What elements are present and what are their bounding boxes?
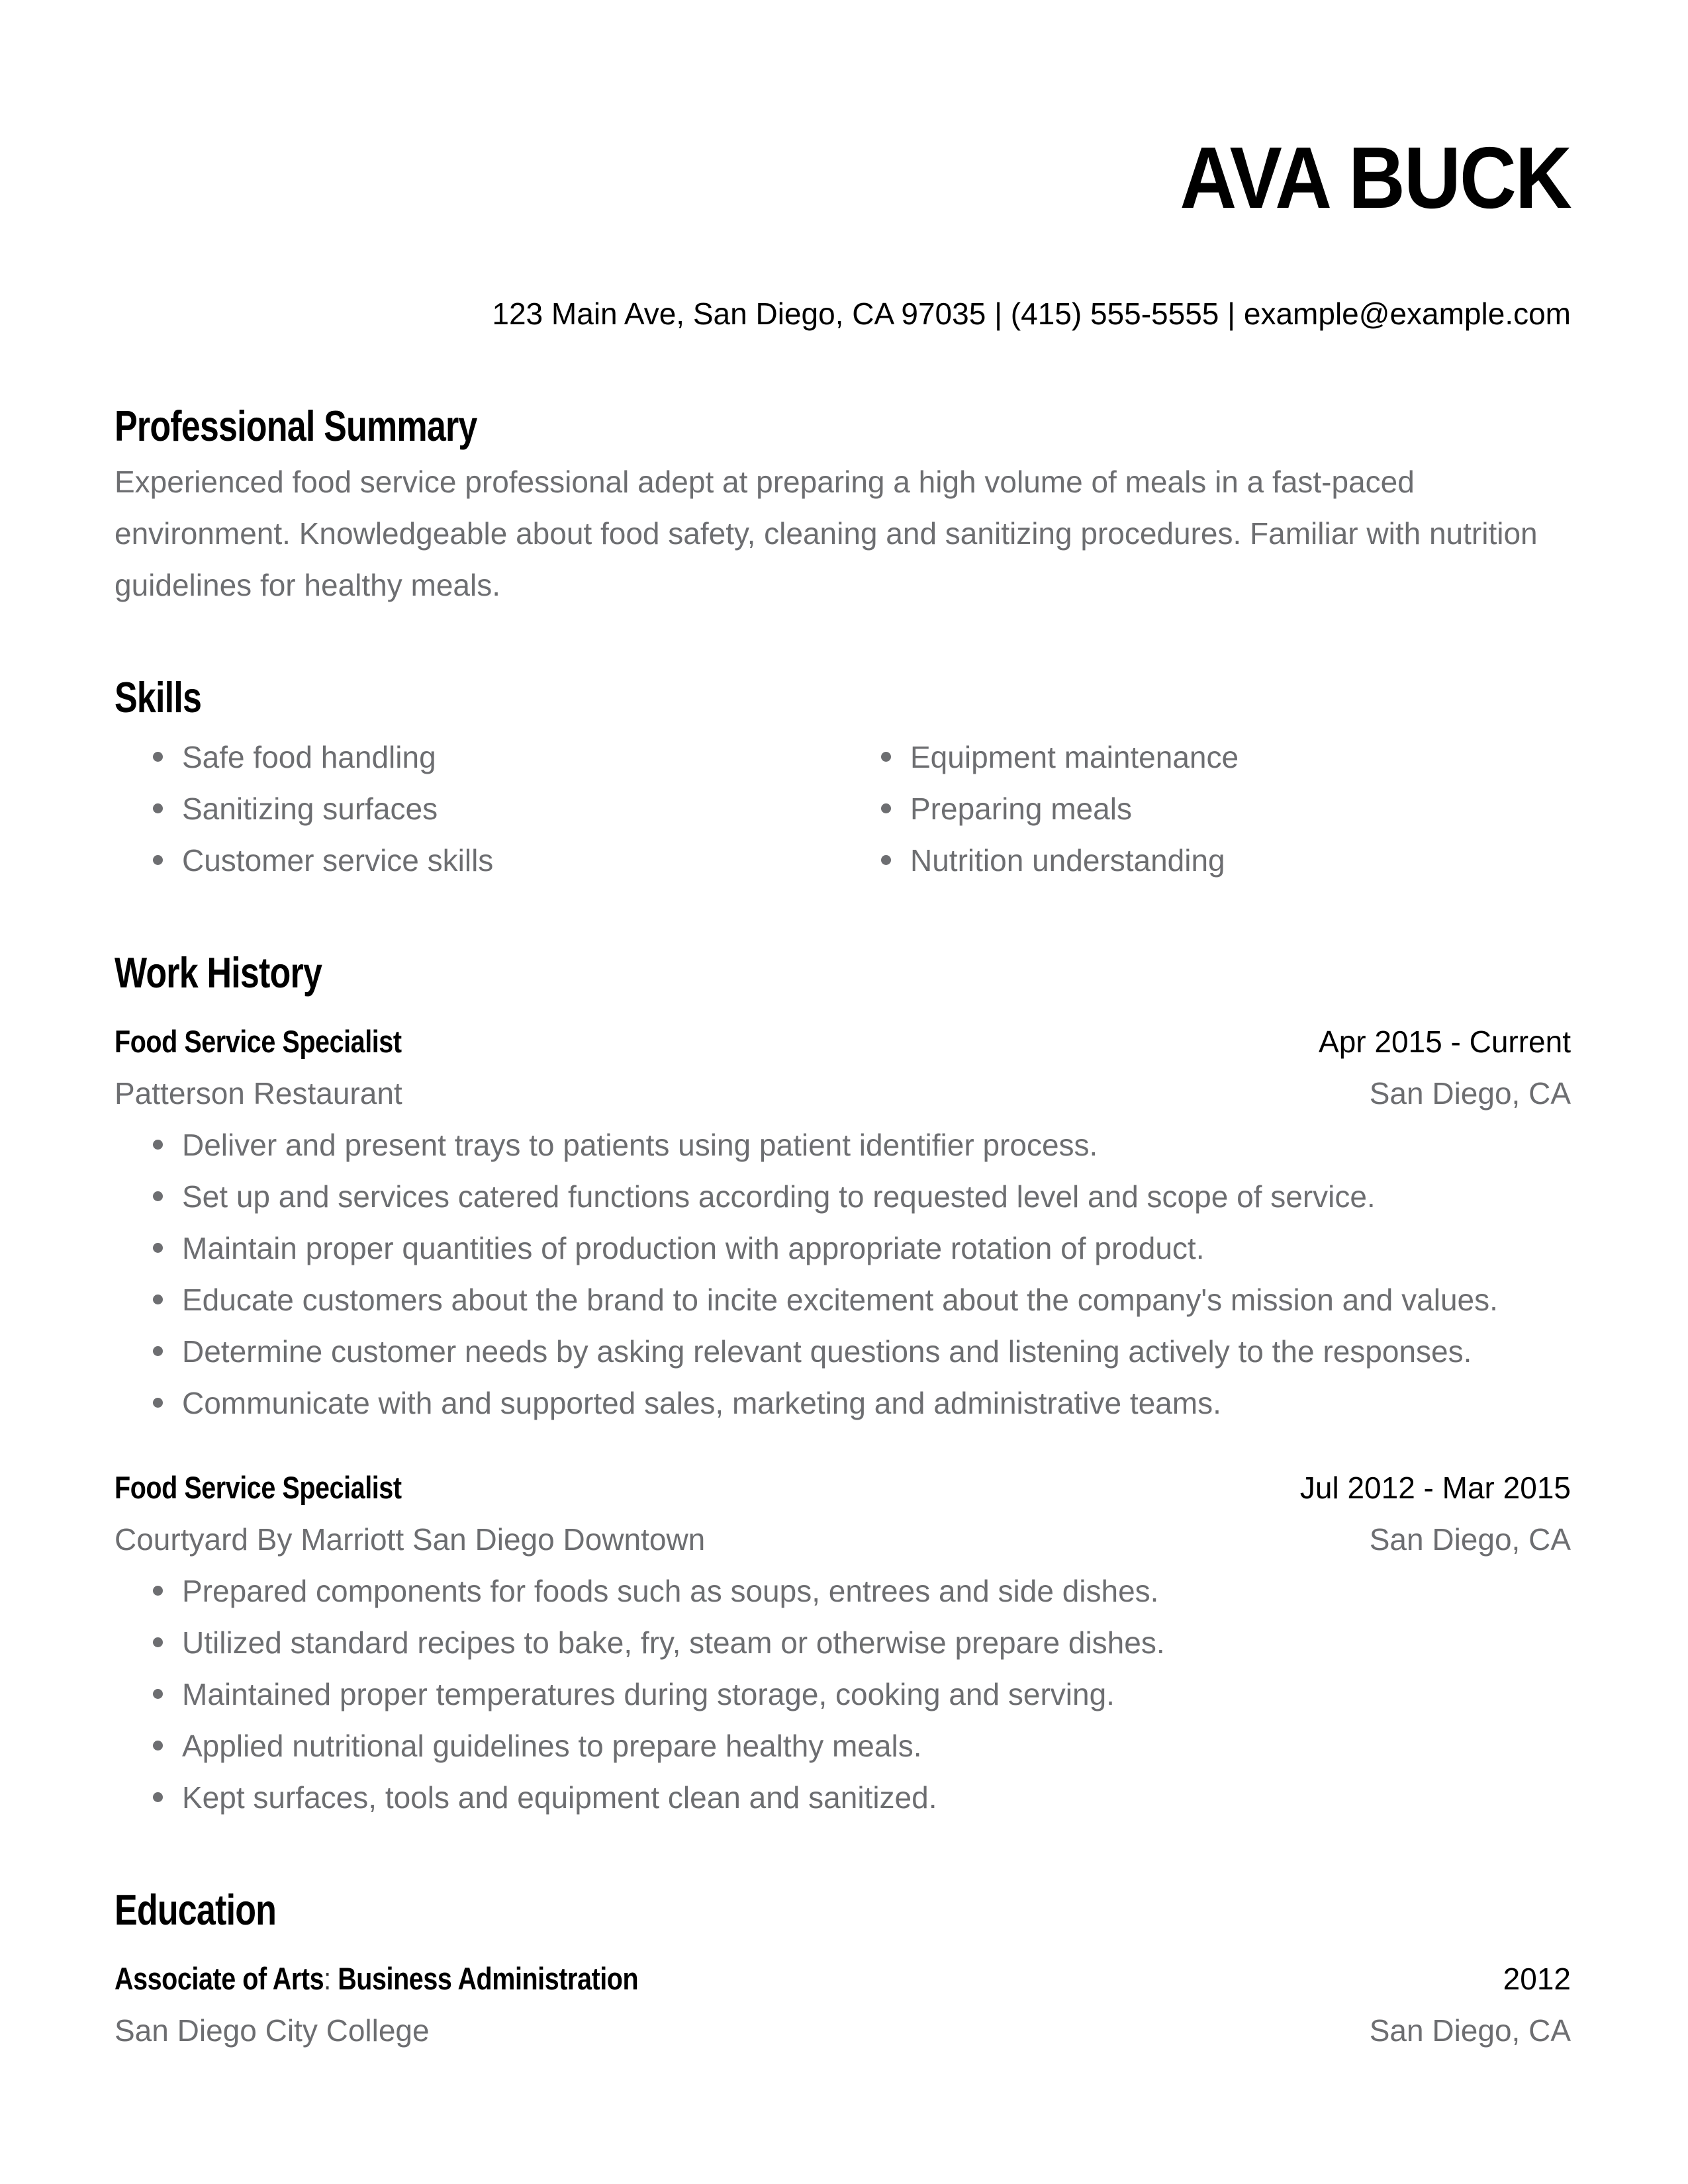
bullet-dot-icon (881, 752, 891, 762)
job-entry (115, 1462, 1571, 1823)
job-employer-row (115, 1514, 1571, 1565)
bullet-dot-icon (153, 1586, 163, 1596)
job-bullet-text: Maintained proper temperatures during storage, cooking and serving. (182, 1676, 1115, 1711)
bullet-dot-icon (153, 1792, 163, 1802)
bullet-dot-icon (153, 1243, 163, 1253)
skill-item (843, 783, 1571, 835)
summary-text: Experienced food service professional adept at preparing a high volume of meals in a fast-paced environment. Knowledgeable about food safety, cleaning and sanitizing procedures. Familiar with nutrition guidelines for healthy meals. (115, 464, 1538, 602)
job-bullet-list (115, 1565, 1571, 1823)
skills-grid (115, 731, 1571, 886)
job-bullet (115, 1617, 1571, 1668)
skill-item (115, 731, 843, 783)
bullet-dot-icon (153, 752, 163, 762)
job-bullet-text: Communicate with and supported sales, marketing and administrative teams. (182, 1385, 1221, 1420)
job-bullet (115, 1119, 1571, 1171)
skill-item (843, 835, 1571, 886)
skill-label: Customer service skills (182, 842, 494, 878)
skill-label: Equipment maintenance (910, 739, 1239, 774)
job-bullet (115, 1326, 1571, 1377)
graduation-year: 2012 (1503, 1961, 1571, 1996)
skill-item (843, 731, 1571, 783)
skill-label: Nutrition understanding (910, 842, 1225, 878)
degree: Associate of Arts (115, 1960, 324, 1996)
job-bullet (115, 1222, 1571, 1274)
skill-label: Sanitizing surfaces (182, 791, 438, 826)
bullet-dot-icon (153, 1346, 163, 1356)
heading-professional-summary: Professional Summary (115, 401, 477, 450)
job-employer-row (115, 1068, 1571, 1119)
heading-skills: Skills (115, 672, 202, 721)
job-employer: Courtyard By Marriott San Diego Downtown (115, 1522, 706, 1557)
job-bullet-text: Deliver and present trays to patients using patient identifier process. (182, 1127, 1098, 1162)
job-entry (115, 1016, 1571, 1429)
education-school-row (115, 2005, 1571, 2056)
degree-field: Business Administration (338, 1960, 639, 1996)
bullet-dot-icon (153, 855, 163, 865)
job-bullet-text: Maintain proper quantities of production with appropriate rotation of product. (182, 1230, 1205, 1265)
bullet-dot-icon (153, 1191, 163, 1201)
bullet-dot-icon (881, 855, 891, 865)
bullet-dot-icon (153, 1689, 163, 1699)
job-bullet-list (115, 1119, 1571, 1429)
school-name: San Diego City College (115, 2013, 430, 2048)
skill-item (115, 783, 843, 835)
skill-label: Preparing meals (910, 791, 1132, 826)
heading-education: Education (115, 1885, 277, 1934)
job-bullet (115, 1772, 1571, 1823)
bullet-dot-icon (153, 1398, 163, 1408)
person-name: AVA BUCK (1180, 129, 1571, 226)
heading-work-history: Work History (115, 948, 322, 997)
job-bullet (115, 1377, 1571, 1429)
job-bullet-text: Applied nutritional guidelines to prepare healthy meals. (182, 1728, 922, 1763)
job-bullet-text: Set up and services catered functions according to requested level and scope of service. (182, 1179, 1376, 1214)
school-location: San Diego, CA (1369, 2013, 1571, 2048)
job-location: San Diego, CA (1369, 1522, 1571, 1557)
education-degree-row (115, 1953, 1571, 2005)
job-bullet-text: Determine customer needs by asking relevant questions and listening actively to the responses. (182, 1334, 1472, 1369)
contact-line: 123 Main Ave, San Diego, CA 97035 | (415) 555-5555 | example@example.com (492, 296, 1571, 331)
job-bullet (115, 1171, 1571, 1222)
job-bullet (115, 1720, 1571, 1772)
job-dates: Jul 2012 - Mar 2015 (1299, 1470, 1571, 1505)
job-bullet (115, 1668, 1571, 1720)
bullet-dot-icon (153, 1637, 163, 1647)
job-location: San Diego, CA (1369, 1075, 1571, 1111)
job-dates: Apr 2015 - Current (1319, 1024, 1571, 1059)
education-entry (115, 1953, 1571, 2056)
job-bullet (115, 1565, 1571, 1617)
job-title-row (115, 1016, 1571, 1068)
bullet-dot-icon (881, 803, 891, 813)
skill-item (115, 835, 843, 886)
job-employer: Patterson Restaurant (115, 1075, 402, 1111)
degree-separator: : (324, 1960, 338, 1996)
job-bullet-text: Prepared components for foods such as soups, entrees and side dishes. (182, 1573, 1159, 1608)
job-bullet (115, 1274, 1571, 1326)
skills-column-right (843, 731, 1571, 886)
bullet-dot-icon (153, 1741, 163, 1751)
bullet-dot-icon (153, 1140, 163, 1150)
degree-line (115, 1953, 638, 2005)
job-bullet-text: Kept surfaces, tools and equipment clean and sanitized. (182, 1780, 937, 1815)
job-title: Food Service Specialist (115, 1023, 402, 1059)
skill-label: Safe food handling (182, 739, 436, 774)
bullet-dot-icon (153, 803, 163, 813)
skills-column-left (115, 731, 843, 886)
job-bullet-text: Educate customers about the brand to incite excitement about the company's mission and values. (182, 1282, 1498, 1317)
job-title-row (115, 1462, 1571, 1514)
job-title: Food Service Specialist (115, 1469, 402, 1505)
bullet-dot-icon (153, 1295, 163, 1304)
job-bullet-text: Utilized standard recipes to bake, fry, steam or otherwise prepare dishes. (182, 1625, 1165, 1660)
